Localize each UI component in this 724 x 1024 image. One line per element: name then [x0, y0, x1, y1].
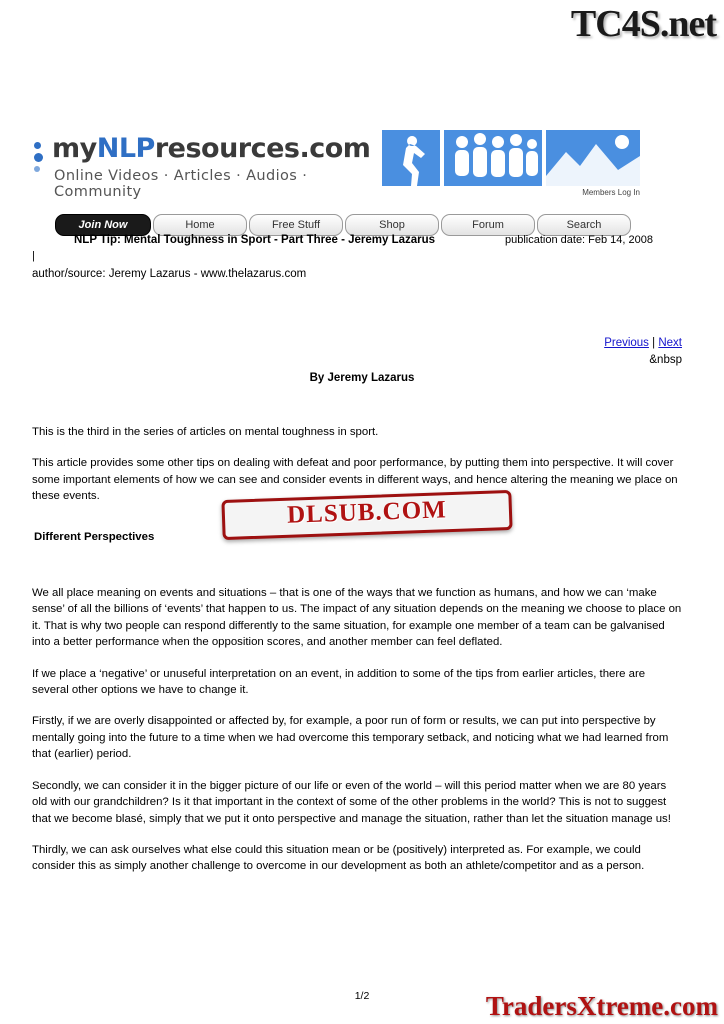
pager-separator: | [652, 337, 656, 349]
banner-images [382, 130, 640, 188]
paragraph-4: If we place a ‘negative’ or unuseful interpretation on an event, in addition to some of the tips from earlier articles, there are several other options we have to change it. [32, 667, 646, 697]
article-body [32, 424, 684, 890]
dlsub-watermark-text: DLSUB.COM [286, 496, 448, 529]
article-title: NLP Tip: Mental Toughness in Sport - Part Three - Jeremy Lazarus [74, 234, 436, 246]
publication-date: publication date: Feb 14, 2008 [505, 234, 654, 246]
site-banner [30, 130, 640, 210]
logo-wordmark [52, 134, 370, 164]
landscape-silhouette-icon [546, 130, 640, 186]
author-source: author/source: Jeremy Lazarus - www.thelazarus.com [32, 268, 307, 280]
logo-tagline: Online Videos · Articles · Audios · Community [54, 168, 308, 200]
nav-item-join-now[interactable]: Join Now [55, 214, 151, 236]
tc4s-watermark: TC4S.net [570, 3, 716, 45]
section-subheading: Different Perspectives [34, 530, 155, 543]
logo-nlp: NLP [96, 133, 155, 164]
members-login-link[interactable]: Members Log In [582, 188, 640, 197]
paragraph-6: Secondly, we can consider it in the bigger picture of our life or even of the world – will this period matter when we are 80 years old with our grandchildren? Is it that important in the context of some of the other problems in the world? This is not to suggest that we become blasé, simply that we put it onto perspective and manage the situation, rather than let the situation manage us! [32, 779, 671, 825]
next-link[interactable]: Next [658, 337, 682, 349]
page-number: 1/2 [354, 990, 370, 1002]
paragraph-7: Thirdly, we can ask ourselves what else could this situation mean or be (positively) interpreted as. For example, we could consider this as simply another challenge to overcome in our development as both an athlete/competitor and as a person. [32, 843, 645, 873]
runner-silhouette-icon [382, 130, 440, 186]
site-logo[interactable] [30, 130, 375, 200]
paragraph-1: This is the third in the series of articles on mental toughness in sport. [32, 426, 379, 438]
paragraph-3: We all place meaning on events and situations – that is one of the ways that we function as humans, and how we can ‘make sense’ of all the billions of ‘events’ that happen to us. The impact of any situation depends on the meaning we choose to place on it. That is why two people can respond differently to the same situation, for example one member of a team can be galvanised into a better performance when the opposition scores, and another member can feel deflated. [32, 587, 682, 649]
tradersxtreme-watermark: TradersXtreme.com [485, 991, 718, 1021]
nav-item-forum[interactable]: Forum [441, 214, 535, 236]
logo-resources: resources.com [154, 133, 371, 164]
nav-item-home[interactable]: Home [153, 214, 247, 236]
nbsp-text: &nbsp [649, 354, 682, 366]
paragraph-2: This article provides some other tips on dealing with defeat and poor performance, by putting them into perspective. It will cover some important elements of how we can see and consider events in different ways, and hence altering the meaning we place on these events. [32, 457, 678, 503]
paragraph-5: Firstly, if we are overly disappointed or affected by, for example, a poor run of form or results, we can put into perspective by mentally going into the future to a time when we had overcome this temporary setback, and noticing what we had learned from that (earlier) period. [32, 715, 669, 761]
logo-dots-icon [34, 142, 48, 176]
banner-image-group [444, 130, 542, 186]
nav-item-search[interactable]: Search [537, 214, 631, 236]
banner-image-landscape [546, 130, 640, 186]
previous-link[interactable]: Previous [604, 337, 649, 349]
nav-item-free-stuff[interactable]: Free Stuff [249, 214, 343, 236]
article-byline: By Jeremy Lazarus [309, 372, 415, 384]
title-pipe-separator: | [32, 250, 35, 262]
group-silhouette-icon [444, 130, 542, 186]
banner-image-runner [382, 130, 440, 186]
logo-my: my [52, 133, 97, 164]
nav-item-shop[interactable]: Shop [345, 214, 439, 236]
article-pager [604, 337, 682, 349]
